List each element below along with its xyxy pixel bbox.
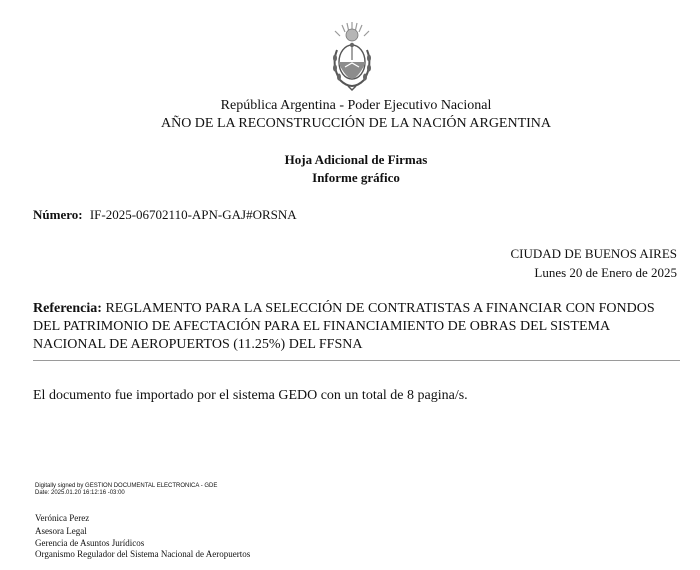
digital-signature-date: Date: 2025.01.20 16:12:16 -03:00	[35, 490, 125, 496]
signer-department: Gerencia de Asuntos Jurídicos	[35, 538, 145, 548]
digital-signature-line: Digitally signed by GESTION DOCUMENTAL ELECTRONICA - GDE	[35, 483, 218, 489]
section-divider	[33, 360, 680, 361]
import-notice: El documento fue importado por el sistema GEDO con un total de 8 pagina/s.	[33, 388, 468, 403]
header-government-line: República Argentina - Poder Ejecutivo Nacional	[220, 98, 492, 113]
reference-block	[33, 300, 683, 354]
argentina-coat-of-arms-icon	[328, 20, 376, 92]
signer-name: Verónica Perez	[35, 513, 90, 523]
document-subtitle: Informe gráfico	[312, 170, 400, 185]
document-date: Lunes 20 de Enero de 2025	[534, 265, 677, 280]
reference-text: REGLAMENTO PARA LA SELECCIÓN DE CONTRATISTAS A FINANCIAR CON FONDOS DEL PATRIMONIO DE AFECTACIÓN PARA EL FINANCIAMIENTO DE OBRAS DEL SISTEMA NACIONAL DE AEROPUERTOS (11.25%) DEL FFSNA	[33, 301, 655, 352]
document-number-row	[33, 207, 297, 223]
document-number-label: Número:	[33, 207, 83, 222]
signer-organization: Organismo Regulador del Sistema Nacional de Aeropuertos	[35, 549, 251, 559]
signer-role: Asesora Legal	[35, 526, 87, 536]
document-title: Hoja Adicional de Firmas	[284, 152, 428, 167]
reference-label: Referencia:	[33, 301, 102, 316]
document-number-value: IF-2025-06702110-APN-GAJ#ORSNA	[89, 207, 297, 222]
location-city: CIUDAD DE BUENOS AIRES	[510, 246, 677, 261]
header-year-motto: AÑO DE LA RECONSTRUCCIÓN DE LA NACIÓN ARGENTINA	[160, 116, 552, 131]
